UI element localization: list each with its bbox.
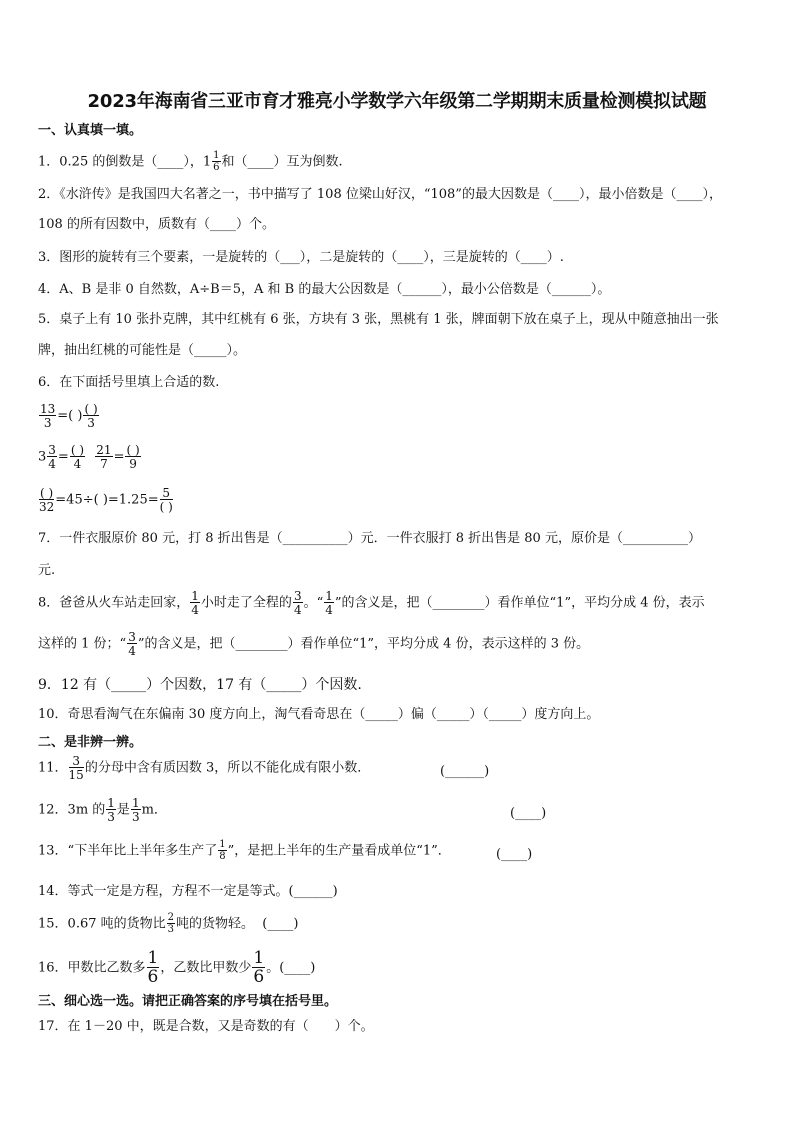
section-2-heading: 二、是非辨一辨。: [38, 735, 143, 750]
answer-blank: (____): [496, 847, 533, 862]
question-6-row-2: 3 $\frac{3}{4}$ = $\frac{( )}{4}$ $\frac{21}{7}$ = $\frac{( )}{9}$: [38, 443, 140, 471]
fraction: $\frac{( )}{32}$: [39, 486, 55, 514]
fraction: $\frac{( )}{3}$: [84, 402, 98, 430]
question-14: 14．等式一定是方程，方程不一定是等式。(______): [38, 884, 338, 899]
question-7-line-1: 7．一件衣服原价 80 元，打 8 折出售是（__________）元．一件衣服打 8 折出售是 80 元，原价是（__________）: [38, 531, 701, 546]
fraction: $\frac{1}{3}$: [107, 796, 115, 824]
question-17: 17．在 1－20 中，既是合数，又是奇数的有（ ）个。: [38, 1019, 374, 1034]
question-12: 12．3m 的 $\frac{1}{3}$ 是 $\frac{1}{3}$ m． (____): [38, 796, 547, 824]
fraction: $\frac{5}{( )}$: [159, 486, 173, 514]
fraction: $\frac{1}{6}$: [147, 948, 159, 987]
question-2-line-1: 2．《水浒传》是我国四大名著之一，书中描写了 108 位梁山好汉，“108”的最大因数是（____），最小倍数是（____），: [38, 187, 722, 202]
question-15: 15．0.67 吨的货物比 $\frac{2}{3}$ 吨的货物轻。 (____): [38, 912, 299, 935]
question-13: 13．“下半年比上半年多生产了 $\frac{1}{8}$ ”，是把上半年的生产量看成单位“1”． (____): [38, 839, 533, 862]
fraction: $\frac{1}{6}$: [213, 150, 220, 173]
question-3: 3．图形的旋转有三个要素，一是旋转的（___），二是旋转的（____），三是旋转的（____）.: [38, 250, 564, 265]
fraction: $\frac{1}{3}$: [131, 796, 140, 824]
fraction: $\frac{3}{4}$: [293, 589, 302, 617]
fraction: $\frac{( )}{4}$: [70, 443, 85, 471]
question-6-row-3: $\frac{( )}{32}$ =45÷( )=1.25= $\frac{5}{( )}$: [39, 486, 173, 514]
question-6-row-1: $\frac{13}{3}$ =( ) $\frac{( )}{3}$: [40, 402, 98, 430]
fraction: $\frac{3}{15}$: [68, 754, 84, 782]
question-9: 9．12 有（_____）个因数，17 有（_____）个因数.: [38, 677, 362, 693]
question-1: 1．0.25 的倒数是（____），1 $\frac{1}{6}$ 和（____）互为倒数.: [38, 150, 343, 173]
fraction: $\frac{2}{3}$: [167, 912, 174, 935]
fraction: $\frac{1}{4}$: [325, 589, 333, 617]
answer-blank: (____): [510, 806, 547, 821]
page-title: 2023年海南省三亚市育才雅亮小学数学六年级第二学期期末质量检测模拟试题: [87, 91, 707, 112]
question-16: 16．甲数比乙数多 $\frac{1}{6}$ ，乙数比甲数少 $\frac{1}{6}$ 。(____): [38, 948, 316, 987]
answer-blank: (____): [262, 916, 299, 932]
question-5-line-1: 5．桌子上有 10 张扑克牌，其中红桃有 6 张，方块有 3 张，黑桃有 1 张，牌面朝下放在桌子上，现从中随意抽出一张: [38, 312, 719, 327]
answer-blank: (______): [440, 764, 490, 779]
question-7-line-2: 元.: [38, 563, 56, 578]
fraction: $\frac{21}{7}$: [96, 443, 112, 471]
fraction: $\frac{1}{4}$: [191, 589, 199, 617]
section-1-heading: 一、认真填一填。: [38, 123, 143, 138]
fraction: $\frac{1}{8}$: [219, 839, 226, 862]
fraction: $\frac{13}{3}$: [40, 402, 56, 430]
section-3-heading: 三、细心选一选。请把正确答案的序号填在括号里。: [38, 994, 338, 1009]
question-2-line-2: 108 的所有因数中，质数有（____）个。: [38, 217, 275, 232]
question-8-line-2: 这样的 1 份；“ $\frac{3}{4}$ ”的含义是，把（________）看作单位“1”，平均分成 4 份，表示这样的 3 份。: [38, 630, 590, 658]
question-6-heading: 6．在下面括号里填上合适的数.: [38, 375, 220, 390]
question-10: 10．奇思看淘气在东偏南 30 度方向上，淘气看奇思在（_____）偏（_____）（_____）度方向上。: [38, 707, 600, 722]
fraction: $\frac{( )}{9}$: [126, 443, 140, 471]
fraction: $\frac{3}{4}$: [48, 443, 56, 471]
question-11: 11． $\frac{3}{15}$ 的分母中含有质因数 3，所以不能化成有限小数． (______): [38, 754, 490, 782]
question-5-line-2: 牌，抽出红桃的可能性是（_____）。: [38, 343, 247, 358]
fraction: $\frac{1}{6}$: [253, 948, 265, 987]
fraction: $\frac{3}{4}$: [128, 630, 136, 658]
question-4: 4．A、B 是非 0 自然数，A÷B＝5，A 和 B 的最大公因数是（______），最小公倍数是（______）。: [38, 282, 611, 297]
question-8-line-1: 8．爸爸从火车站走回家， $\frac{1}{4}$ 小时走了全程的 $\frac{3}{4}$ 。“ $\frac{1}{4}$ ”的含义是，把（________）看作单位“1”，平均分成 4 份，表示: [38, 589, 705, 617]
